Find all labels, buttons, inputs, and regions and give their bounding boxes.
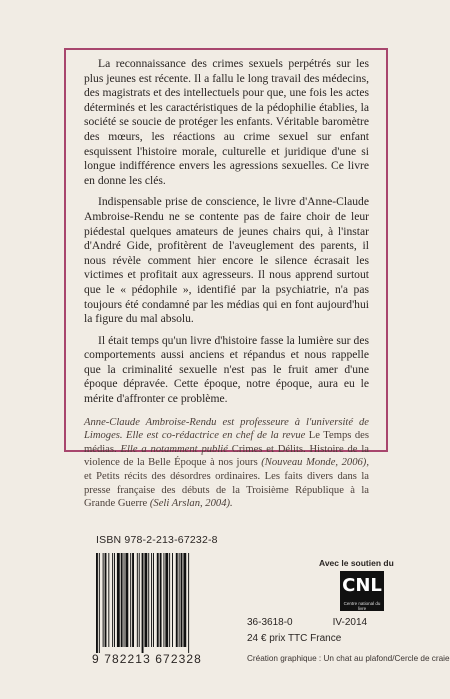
book-code: 36-3618-0 [247,617,293,628]
code-date-line [247,617,367,628]
barcode-image [92,553,224,653]
barcode-number: 9 782213 672328 [92,652,202,666]
paragraph-3: Il était temps qu'un livre d'histoire fasse la lumière sur des comportements aussi anciens et répandus et nous rappelle que la criminalité sexuelle n'est pas le fruit amer d'une époque dépravée. Cette époque, notre époque, aura eu le mérite d'affronter ce problème. [84,333,369,406]
support-label: Avec le soutien du [319,558,394,568]
bio-roman-2: Crimes et Délits. Histoire de la violence de la Belle Époque à nos jours [84,443,369,469]
cnl-logo: CNL [340,571,384,611]
paragraph-2: Indispensable prise de conscience, le livre d'Anne-Claude Ambroise-Rendu ne se contente pas de faire choir de leur piédestal quelques amateurs de jeunes chairs qui, à l'instar d'André Gide, profitèrent de l'aveuglement des parents, il nous révèle comment hier encore le silence écrasait les victimes et profitait aux agresseurs. Il nous apprend surtout que le « pédophile », identifié par la psychiatrie, n'a pas toujours été condamné par les médias qui en font aujourd'hui la figure du mal absolu. [84,195,369,326]
bio-italic-3: (Nouveau Monde, 2006), [261,457,369,469]
bio-roman-1: Le Temps des médias. [84,430,369,455]
design-credit: Création graphique : Un chat au plafond/Cercle de craie [247,654,450,663]
paragraph-1: La reconnaissance des crimes sexuels perpétrés sur les plus jeunes est récente. Il a fallu le long travail des médecins, des magistrats et des intellectuels pour que, une fois les actes déterminés et les caractéristiques de la pédophilie établies, la société se soucie de protéger les enfants. Véritable baromètre des mœurs, les réactions au crime sexuel sur enfant esquissent l'histoire morale, culturelle et juridique d'une si longue indifférence envers les agressions sexuelles. Ce livre en donne les clés. [84,57,369,187]
back-cover-text [84,57,369,511]
bio-roman-3: et Petits récits des désordres ordinaires. Les faits divers dans la presse française des débuts de la Troisième République à la Grande Guerre [84,471,369,510]
bio-italic-4: (Seli Arslan, 2004). [149,498,233,510]
author-bio [84,416,369,511]
cnl-logo-subtitle: Centre national du livre [343,601,381,611]
isbn: ISBN 978-2-213-67232-8 [96,534,218,546]
print-date: IV-2014 [332,617,368,628]
bio-italic-1: Anne-Claude Ambroise-Rendu est professeure à l'université de Limoges. Elle est co-rédactrice en chef de la revue [84,416,369,442]
price: 24 € prix TTC France [247,633,342,644]
bio-italic-2: Elle a notamment publié [120,443,228,455]
